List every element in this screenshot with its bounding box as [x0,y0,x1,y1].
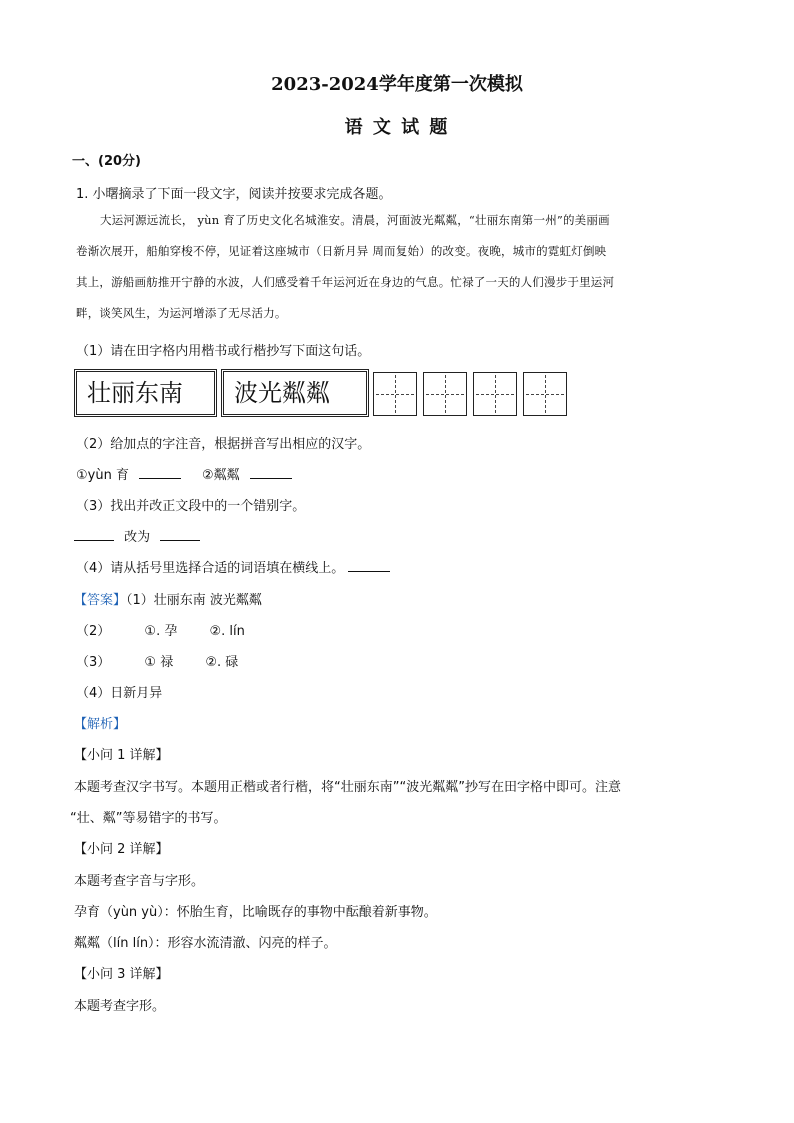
sub-question-2: （2）给加点的字注音，根据拼音写出相应的汉字。 [76,437,371,452]
analysis-q2-line: 孕育（yùn yù）：怀胎生育，比喻既存的事物中酝酿着新事物。 [74,905,437,920]
analysis-q3-line: 本题考查字形。 [74,999,166,1014]
tian-grid-cell[interactable] [473,372,517,416]
answer-line-1 [74,589,262,608]
page-title: 2023-2024学年度第一次模拟 [271,74,523,95]
sub2-item-2-label: ②粼粼 [202,468,240,483]
tian-grid-cell[interactable] [423,372,467,416]
answer-blank[interactable] [250,464,292,479]
answer-line-3 [76,651,238,670]
passage-line: 大运河源远流长， yùn 育了历史文化名城淮安。清晨，河面波光粼粼，“壮丽东南第一州”的美丽画 [100,213,610,227]
sub2-item-2 [202,464,292,483]
grid-word: 波光粼粼 [234,379,330,407]
page-subtitle: 语 文 试 题 [344,117,450,138]
answer-2-item-2: ②. lín [209,624,245,639]
answer-3-item-1: ① 禄 [144,655,174,670]
analysis-tag: 【解析】 [74,717,127,732]
answer-3-label: （3） [76,655,111,670]
analysis-q3-head: 【小问 3 详解】 [74,967,169,982]
grid-word-box [221,369,369,417]
section-label: 一、(20分) [72,154,141,169]
analysis-q2-head: 【小问 2 详解】 [74,842,169,857]
answer-2-label: （2） [76,624,111,639]
answer-blank[interactable] [160,526,200,541]
sub-question-1: （1）请在田字格内用楷书或行楷抄写下面这句话。 [76,344,371,359]
grid-word: 壮丽东南 [87,379,183,407]
answer-blank[interactable] [348,557,390,572]
question-prompt: 1. 小曙摘录了下面一段文字，阅读并按要求完成各题。 [76,187,392,202]
analysis-q1-line: 本题考查汉字书写。本题用正楷或者行楷，将“壮丽东南”“波光粼粼”抄写在田字格中即可。注意 [74,780,621,795]
analysis-q2-line: 本题考查字音与字形。 [74,874,205,889]
sub-question-4 [76,557,390,576]
answer-3-item-2: ②. 碌 [205,655,239,670]
tian-grid-cell[interactable] [373,372,417,416]
grid-word-box [74,369,217,417]
passage-line: 畔，谈笑风生，为运河增添了无尽活力。 [76,306,287,320]
sub2-item-1 [76,464,181,483]
passage-line: 卷渐次展开，船舶穿梭不停，见证着这座城市（日新月异 周而复始）的改变。夜晚，城市的霓虹灯倒映 [76,244,607,258]
answer-2-item-1: ①. 孕 [144,624,178,639]
sub3-change-label: 改为 [124,530,151,545]
sub4-text: （4）请从括号里选择合适的词语填在横线上。 [76,561,345,576]
analysis-q2-line: 粼粼（lín lín）：形容水流清澈、闪亮的样子。 [74,936,337,951]
answer-line-2 [76,620,245,639]
analysis-q1-head: 【小问 1 详解】 [74,748,169,763]
answer-blank[interactable] [139,464,181,479]
answer-1: （1）壮丽东南 波光粼粼 [126,593,262,608]
passage [76,205,728,329]
answer-tag: 【答案】 [74,593,127,608]
answer-blank[interactable] [74,526,114,541]
answer-4: （4）日新月异 [76,686,163,701]
sub-question-3: （3）找出并改正文段中的一个错别字。 [76,499,306,514]
passage-line: 其上，游船画舫推开宁静的水波，人们感受着千年运河近在身边的气息。忙禄了一天的人们漫步于里运河 [76,275,615,289]
tian-grid-cell[interactable] [523,372,567,416]
sub3-answer-line [74,526,200,545]
analysis-q1-line: “壮、粼”等易错字的书写。 [70,811,227,826]
sub2-item-1-label: ①yùn 育 [76,468,129,483]
